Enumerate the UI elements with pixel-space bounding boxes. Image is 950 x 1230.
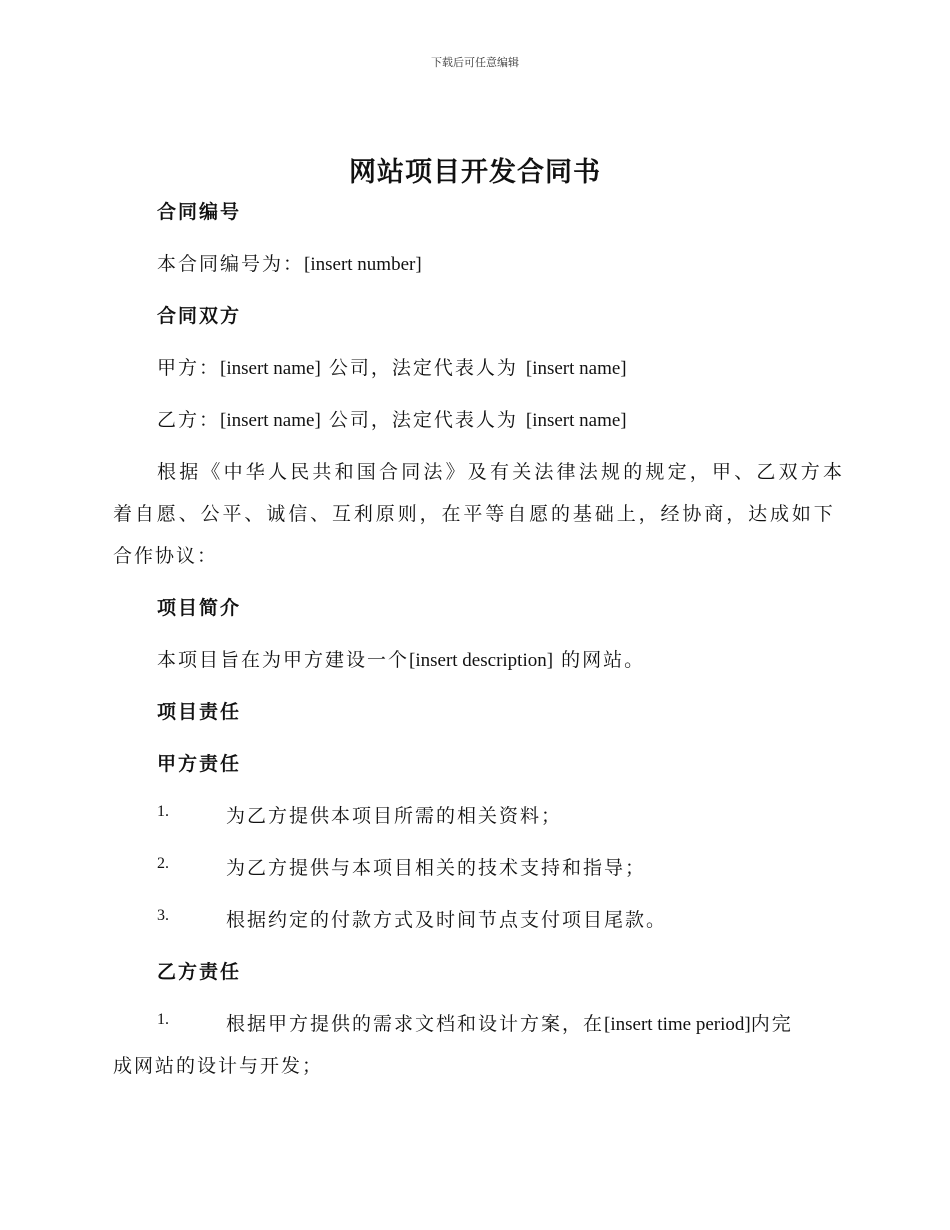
party-a-line [157,353,627,380]
party-a-name-placeholder: [insert name] [220,358,321,379]
intro-prefix: 本项目旨在为甲方建设一个 [157,649,410,671]
intro-line [157,645,645,672]
heading-party-a-responsibility: 甲方责任 [157,753,242,775]
party-b-name-placeholder: [insert name] [220,410,321,431]
preamble-line-2: 着自愿、公平、诚信、互利原则，在平等自愿的基础上，经协商，达成如下 [113,503,836,525]
party-b-item-1-text [226,1009,793,1036]
preamble-line-3: 合作协议： [113,545,219,567]
party-a-label: 甲方： [157,357,221,379]
party-a-item-2-number: 2. [157,855,169,872]
contract-number-line [157,249,422,276]
party-b-item-1-placeholder: [insert time period] [604,1014,751,1035]
header-note: 下载后可任意编辑 [431,56,519,69]
party-b-line [157,405,627,432]
heading-party-b-responsibility: 乙方责任 [157,961,242,983]
party-a-item-1-number: 1. [157,803,169,820]
heading-responsibility: 项目责任 [157,701,242,723]
intro-suffix: 的网站。 [553,649,646,671]
party-a-rep-placeholder: [insert name] [525,358,627,379]
party-a-item-3-text: 根据约定的付款方式及时间节点支付项目尾款。 [226,909,668,931]
party-b-item-1-continuation: 成网站的设计与开发； [113,1055,324,1077]
preamble-line-1: 根据《中华人民共和国合同法》及有关法律法规的规定，甲、乙双方本 [157,461,846,483]
party-b-item-1-prefix: 根据甲方提供的需求文档和设计方案，在 [226,1013,605,1035]
contract-number-label: 本合同编号为： [157,253,305,275]
heading-contract-number: 合同编号 [157,201,242,223]
party-b-middle: 公司，法定代表人为 [320,409,526,431]
party-a-item-3-number: 3. [157,907,169,924]
heading-parties: 合同双方 [157,305,242,327]
intro-placeholder: [insert description] [409,650,554,671]
party-a-item-2-text: 为乙方提供与本项目相关的技术支持和指导； [226,857,647,879]
party-b-item-1-suffix: 内完 [750,1013,793,1035]
party-a-middle: 公司，法定代表人为 [320,357,526,379]
party-b-label: 乙方： [157,409,221,431]
document-title: 网站项目开发合同书 [349,157,601,188]
party-b-rep-placeholder: [insert name] [525,410,627,431]
party-b-item-1-number: 1. [157,1011,169,1028]
heading-intro: 项目简介 [157,597,242,619]
contract-number-placeholder: [insert number] [304,254,422,275]
party-a-item-1-text: 为乙方提供本项目所需的相关资料； [226,805,563,827]
